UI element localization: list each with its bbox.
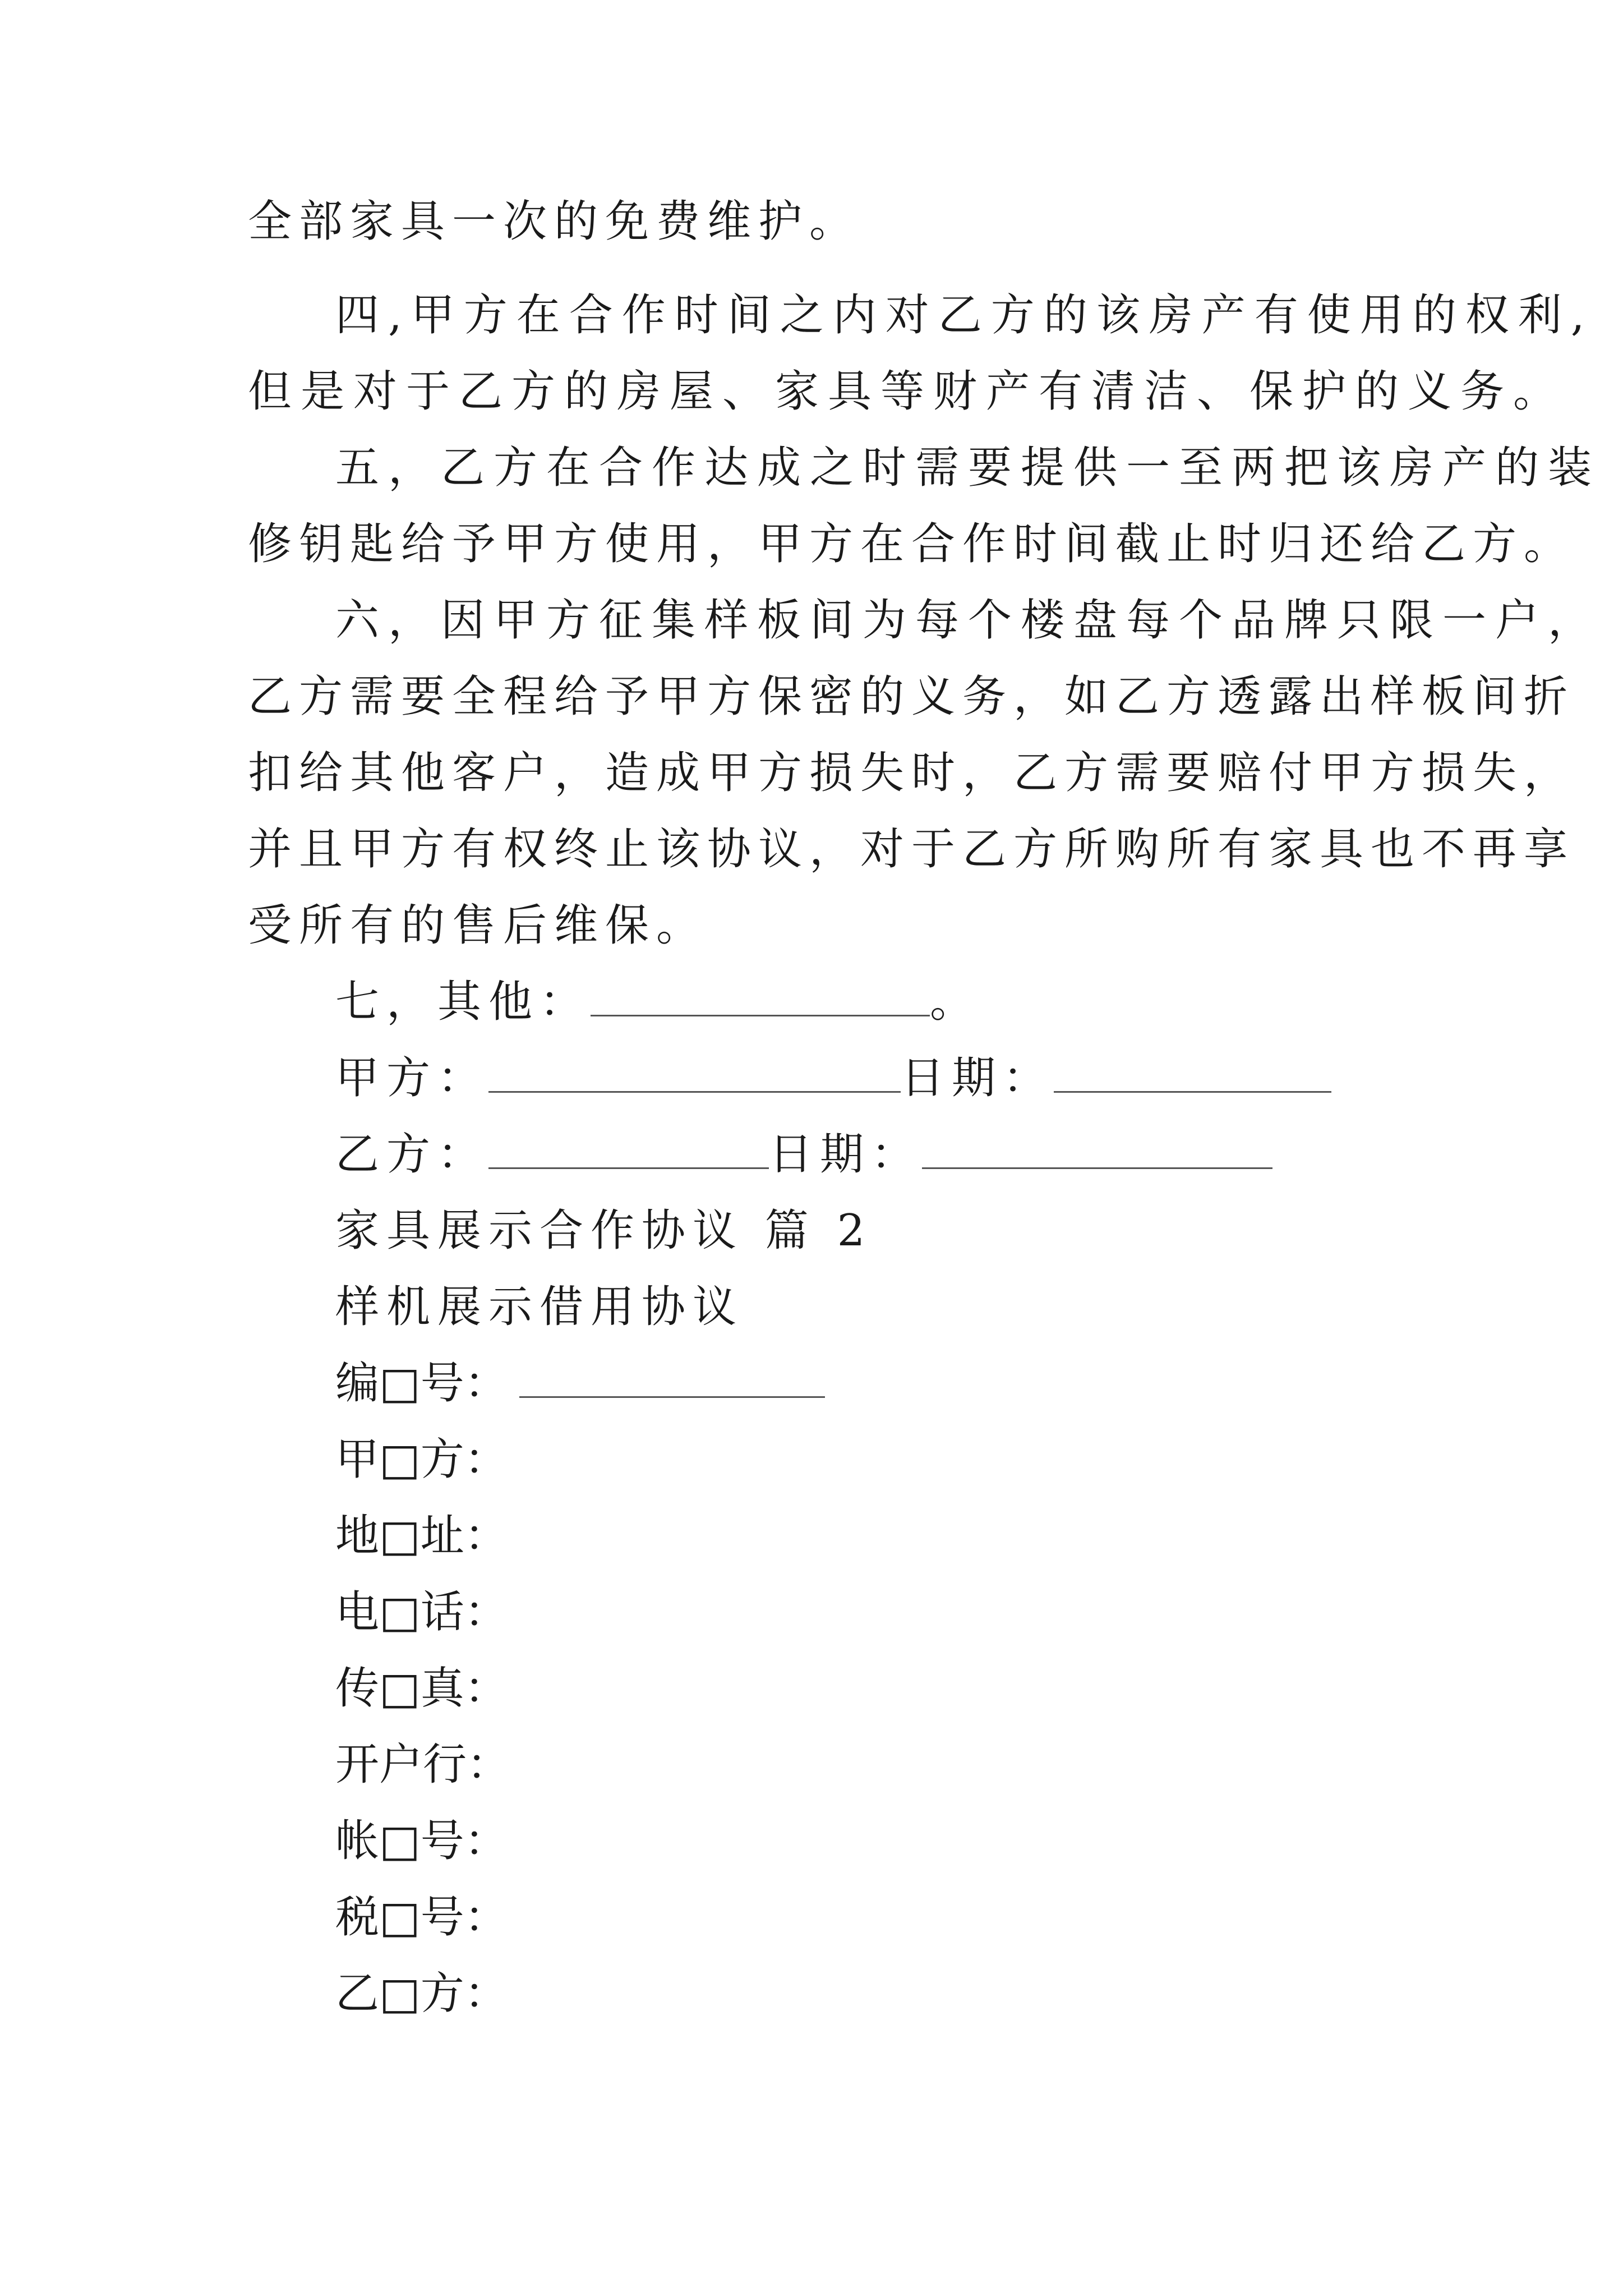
party-b-signature-line: [335, 1126, 1272, 1182]
field-number-label: 编□号：: [335, 1358, 508, 1409]
clause-four-line-2: 但是对于乙方的房屋、家具等财产有清洁、保护的义务。: [248, 366, 1566, 417]
agreement-title: 样机展示借用协议: [335, 1282, 744, 1332]
other-label: 七，其他：: [335, 977, 591, 1027]
date-a-label: 日期：: [901, 1053, 1054, 1103]
field-address: 地□址：: [335, 1511, 508, 1561]
party-b-label: 乙方：: [335, 1129, 489, 1180]
party-a-label: 甲方：: [335, 1053, 489, 1103]
other-blank[interactable]: [591, 976, 930, 1016]
party-a-blank[interactable]: [488, 1052, 901, 1093]
party-b-blank[interactable]: [488, 1128, 769, 1169]
field-phone: 电□话：: [335, 1587, 508, 1637]
party-a-signature-line: [335, 1050, 1331, 1106]
date-a-blank[interactable]: [1054, 1052, 1331, 1093]
field-number-blank[interactable]: [519, 1357, 825, 1398]
clause-six-line-3: 扣给其他客户，造成甲方损失时，乙方需要赔付甲方损失，: [248, 748, 1575, 798]
paragraph-line: 全部家具一次的免费维护。: [248, 196, 861, 247]
clause-six-line-2: 乙方需要全程给予甲方保密的义务，如乙方透露出样板间折: [248, 671, 1575, 722]
date-b-label: 日期：: [769, 1129, 923, 1180]
clause-five-line-1: 五，乙方在合作达成之时需要提供一至两把该房产的装: [335, 443, 1601, 493]
other-period: 。: [930, 977, 974, 1027]
clause-six-line-1: 六，因甲方征集样板间为每个楼盘每个品牌只限一户，: [335, 595, 1601, 646]
clause-six-line-5: 受所有的售后维保。: [248, 900, 708, 951]
date-b-blank[interactable]: [922, 1128, 1272, 1169]
field-party-a: 甲□方：: [335, 1434, 508, 1485]
section-heading: 家具展示合作协议 篇 2: [335, 1205, 873, 1256]
clause-five-line-2: 修钥匙给予甲方使用，甲方在合作时间截止时归还给乙方。: [248, 519, 1575, 569]
field-fax: 传□真：: [335, 1663, 508, 1714]
clause-six-line-4: 并且甲方有权终止该协议，对于乙方所购所有家具也不再享: [248, 824, 1575, 875]
clause-four-line-1: 四,甲方在合作时间之内对乙方的该房产有使用的权利,: [335, 290, 1594, 341]
clause-seven-line: [335, 974, 974, 1030]
field-number: [335, 1355, 825, 1411]
field-tax-id: 税□号：: [335, 1892, 508, 1943]
field-party-b: 乙□方：: [335, 1968, 508, 2019]
field-bank: 开户行：: [335, 1740, 511, 1790]
field-account: 帐□号：: [335, 1816, 508, 1866]
